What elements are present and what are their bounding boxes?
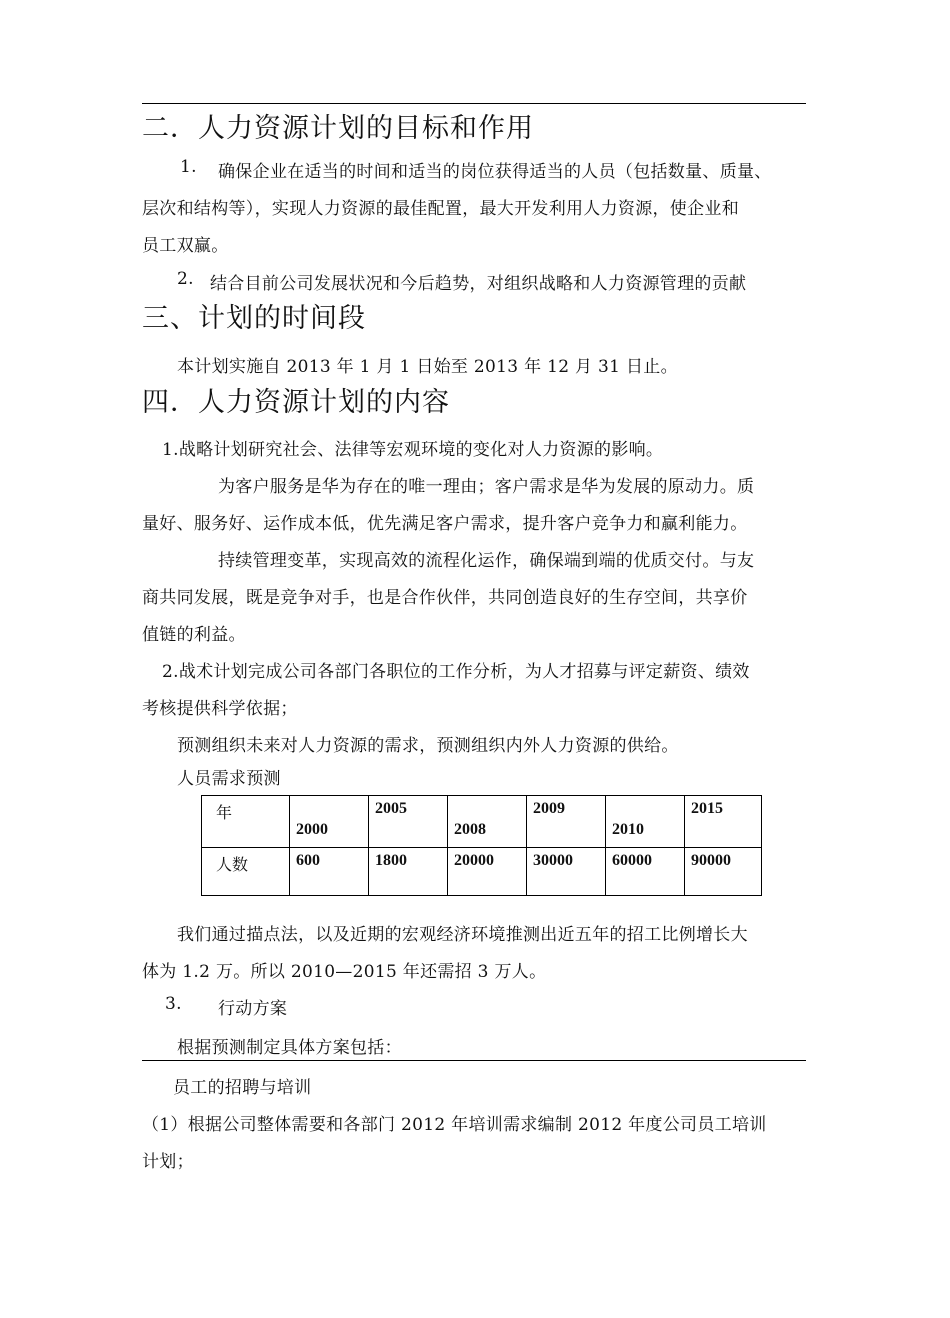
table-cell-year: 2008 — [448, 796, 527, 848]
training-item1-line2: 计划； — [142, 1152, 194, 1172]
table-cell-count: 30000 — [527, 848, 606, 896]
tactical-plan-line2: 考核提供科学依据； — [142, 699, 298, 719]
table-cell-count: 90000 — [685, 848, 762, 896]
section2-item2-number: 2. — [177, 269, 194, 289]
top-rule — [142, 103, 806, 104]
section2-heading: 二．人力资源计划的目标和作用 — [142, 113, 534, 144]
plan-intro: 根据预测制定具体方案包括： — [177, 1038, 402, 1058]
table-cell-count: 20000 — [448, 848, 527, 896]
staff-demand-table — [201, 795, 762, 896]
tactical-plan-line1: 2.战术计划完成公司各部门各职位的工作分析，为人才招募与评定薪资、绩效 — [162, 662, 750, 682]
section4-heading: 四．人力资源计划的内容 — [142, 387, 450, 418]
section3-heading: 三、计划的时间段 — [142, 303, 366, 334]
management-paragraph-line1: 持续管理变革，实现高效的流程化运作，确保端到端的优质交付。与友 — [218, 551, 755, 571]
table-caption: 人员需求预测 — [177, 769, 281, 789]
table-cell-count: 60000 — [606, 848, 685, 896]
management-paragraph-line3: 值链的利益。 — [142, 625, 246, 645]
recruitment-training-heading: 员工的招聘与培训 — [173, 1078, 312, 1098]
analysis-line1: 我们通过描点法，以及近期的宏观经济环境推测出近五年的招工比例增长大 — [177, 925, 748, 945]
table-row — [202, 796, 762, 848]
section2-item1-line1: 确保企业在适当的时间和适当的岗位获得适当的人员（包括数量、质量、 — [218, 162, 772, 182]
page-break-rule — [142, 1060, 806, 1061]
forecast-text: 预测组织未来对人力资源的需求，预测组织内外人力资源的供给。 — [177, 736, 679, 756]
customer-paragraph-line1: 为客户服务是华为存在的唯一理由；客户需求是华为发展的原动力。质 — [218, 477, 755, 497]
strategic-plan-item: 1.战略计划研究社会、法律等宏观环境的变化对人力资源的影响。 — [162, 440, 664, 460]
section2-item1-line3: 员工双赢。 — [142, 236, 229, 256]
action-plan-title: 行动方案 — [218, 999, 288, 1019]
table-cell-year: 2009 — [527, 796, 606, 848]
analysis-line2: 体为 1.2 万。所以 2010—2015 年还需招 3 万人。 — [142, 962, 547, 982]
table-cell-count: 1800 — [369, 848, 448, 896]
table-cell-count: 600 — [290, 848, 369, 896]
training-item1-line1: （1）根据公司整体需要和各部门 2012 年培训需求编制 2012 年度公司员工培训 — [142, 1115, 767, 1135]
customer-paragraph-line2: 量好、服务好、运作成本低，优先满足客户需求，提升客户竞争力和赢利能力。 — [142, 514, 748, 534]
section2-item1-number: 1. — [180, 157, 197, 177]
table-row — [202, 848, 762, 896]
management-paragraph-line2: 商共同发展，既是竞争对手，也是合作伙伴，共同创造良好的生存空间，共享价 — [142, 588, 748, 608]
section2-item2-text: 结合目前公司发展状况和今后趋势，对组织战略和人力资源管理的贡献 — [210, 274, 747, 294]
table-cell-year: 2005 — [369, 796, 448, 848]
table-cell-year: 2010 — [606, 796, 685, 848]
action-plan-number: 3. — [165, 994, 182, 1014]
table-cell-year-label: 年 — [202, 796, 290, 848]
table-cell-year: 2000 — [290, 796, 369, 848]
section3-text: 本计划实施自 2013 年 1 月 1 日始至 2013 年 12 月 31 日止。 — [177, 357, 678, 377]
table-cell-count-label: 人数 — [202, 848, 290, 896]
table-cell-year: 2015 — [685, 796, 762, 848]
section2-item1-line2: 层次和结构等），实现人力资源的最佳配置，最大开发利用人力资源，使企业和 — [142, 199, 739, 219]
